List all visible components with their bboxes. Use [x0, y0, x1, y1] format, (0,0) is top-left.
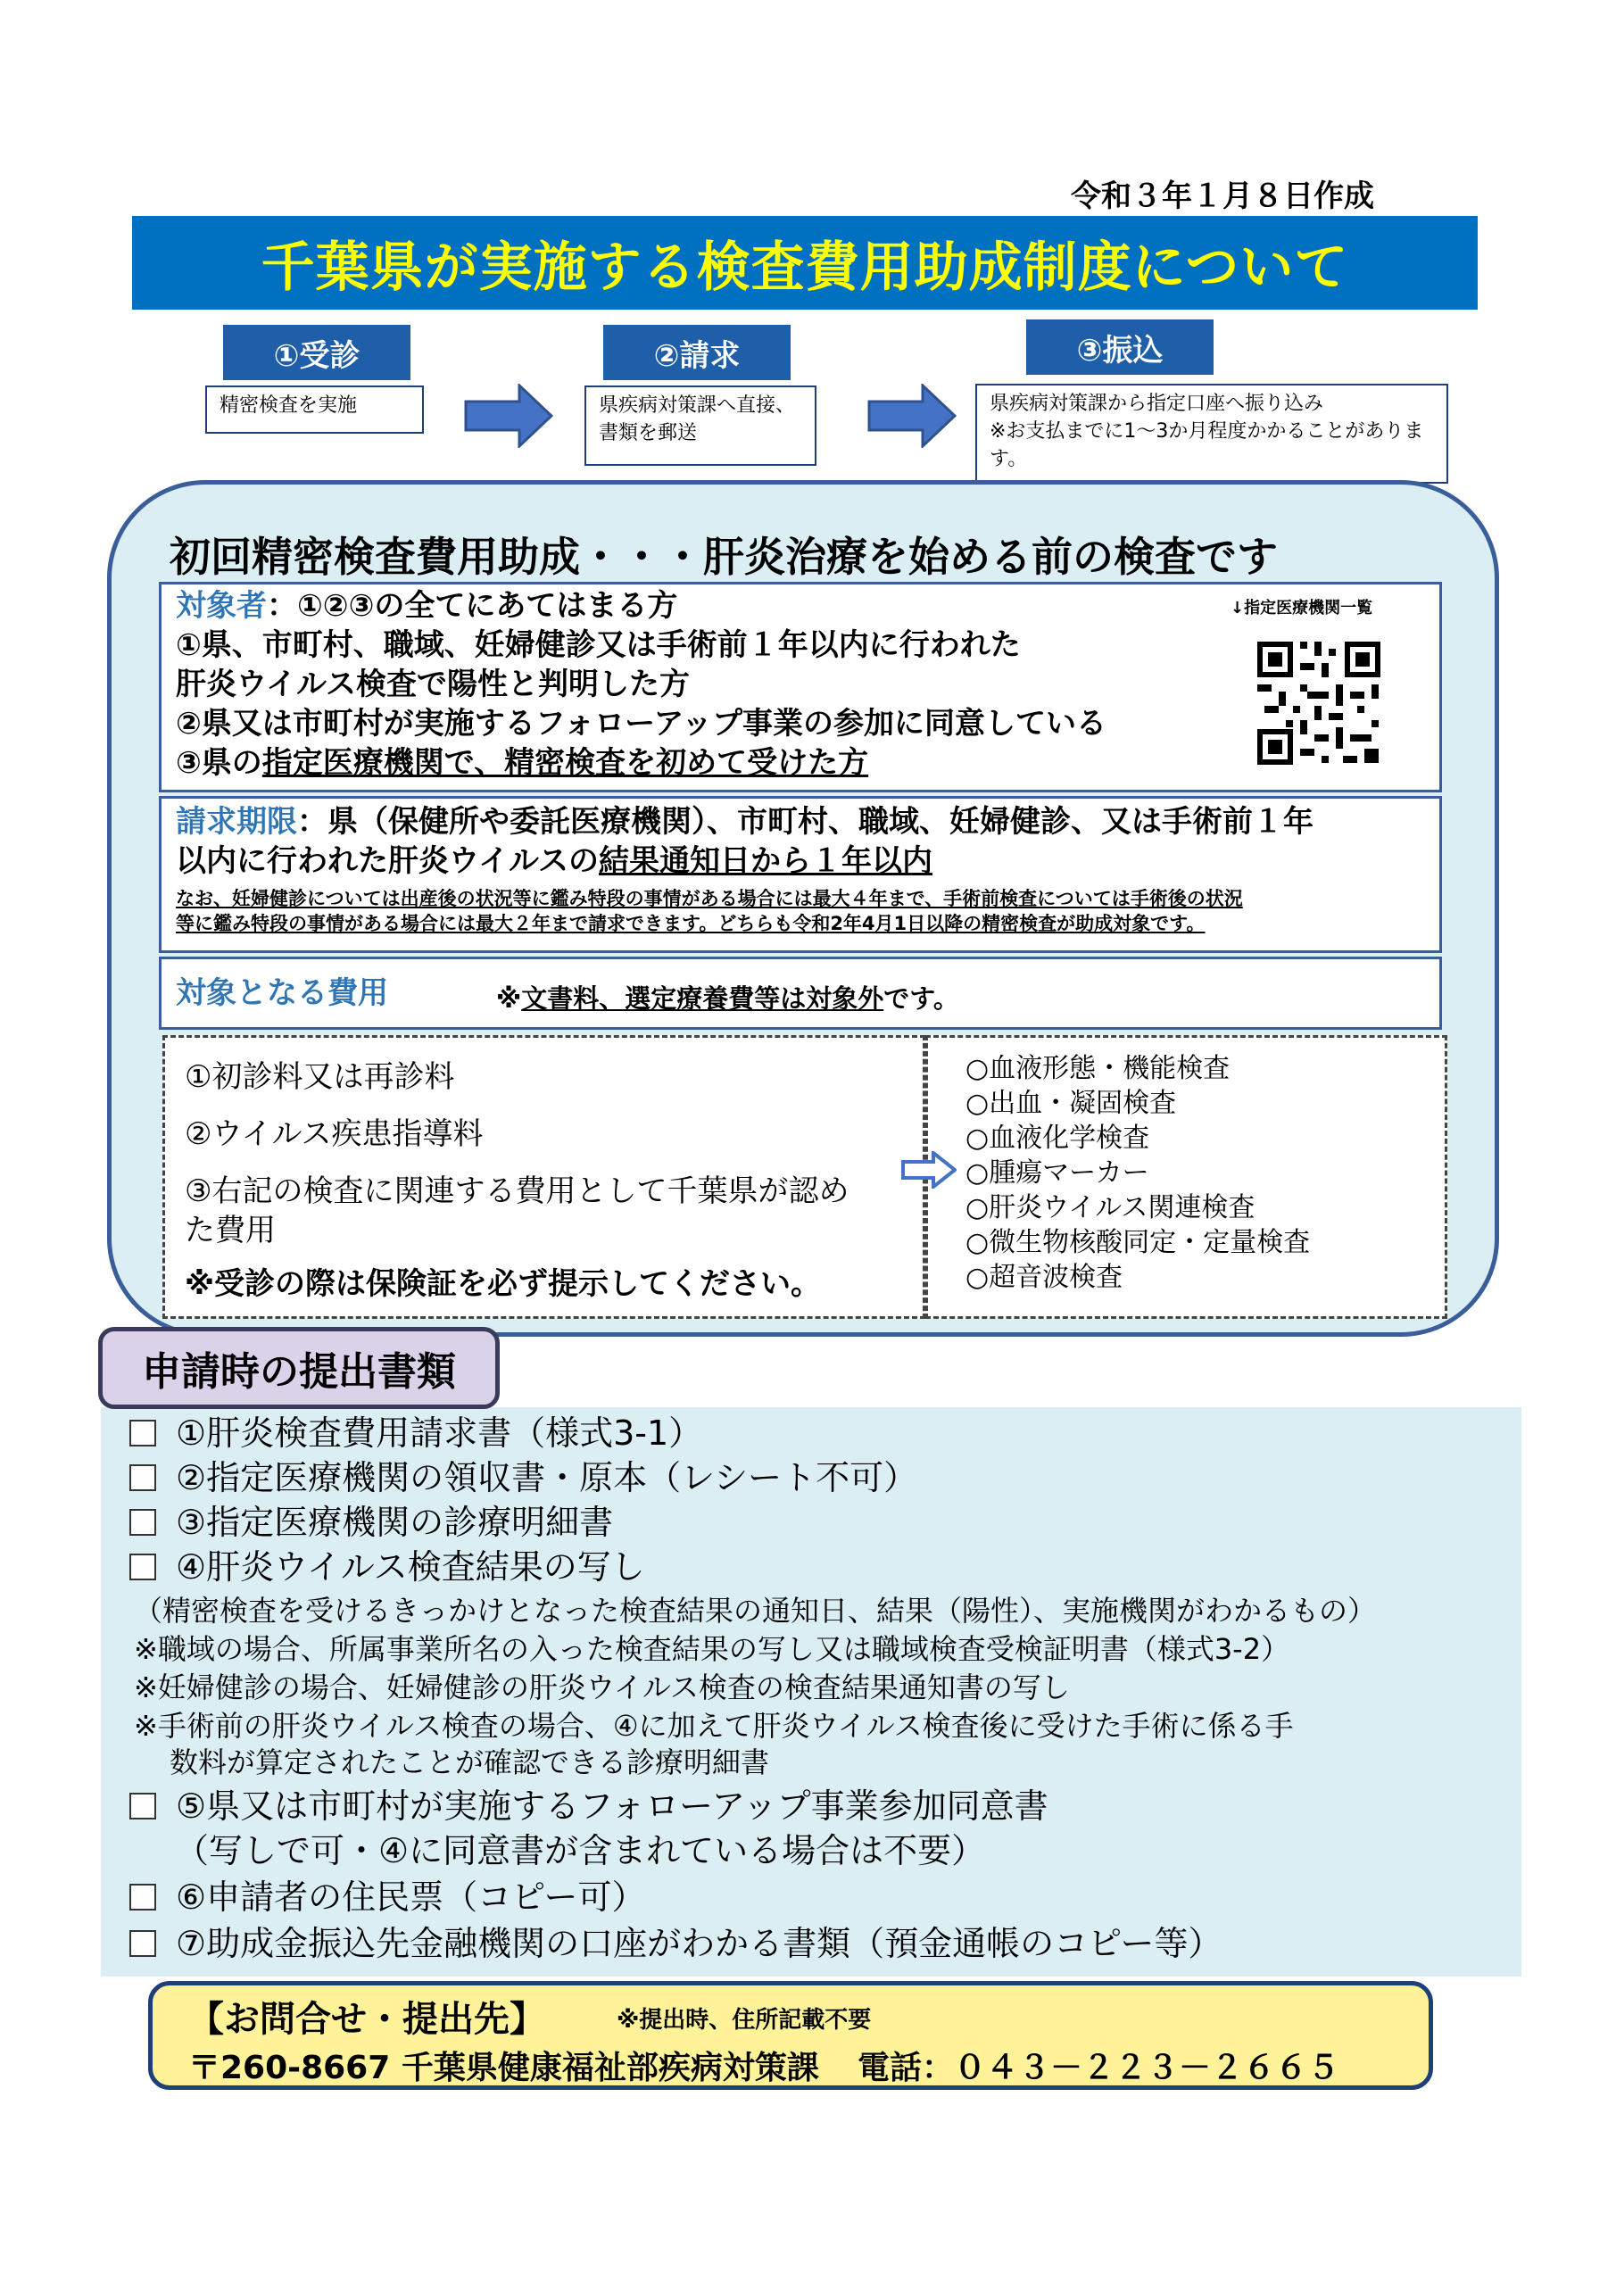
target-label: 対象者	[176, 588, 267, 624]
arrow-right-icon	[464, 384, 553, 448]
document-label: ③指定医療機関の診療明細書	[176, 1503, 614, 1542]
cost-item-1: ①初診料又は再診料	[185, 1059, 455, 1095]
qr-caption: ↓指定医療機関一覧	[1231, 599, 1373, 618]
exam-list-box	[925, 1035, 1447, 1319]
step-1-label: ①受診	[223, 325, 410, 380]
contact-note: ※提出時、住所記載不要	[617, 2007, 872, 2034]
target-line-4-underlined: 指定医療機関で、精密検査を初めて受けた方	[261, 745, 869, 781]
step-3-text: 県疾病対策課から指定口座へ振り込み	[990, 393, 1324, 415]
checkbox-icon[interactable]	[129, 1464, 156, 1491]
exam-item: ○超音波検査	[965, 1262, 1123, 1293]
target-line-3: ②県又は市町村が実施するフォローアップ事業の参加に同意している	[176, 706, 1107, 742]
cost-item-2: ②ウイルス疾患指導料	[185, 1116, 484, 1152]
covered-costs-label: 対象となる費用	[176, 975, 388, 1011]
document-item-4	[129, 1546, 645, 1589]
document-item-2	[129, 1456, 917, 1500]
cost-item-3-cont: た費用	[185, 1213, 276, 1248]
exam-item: ○出血・凝固検査	[965, 1088, 1177, 1119]
step-2-label: ②請求	[603, 325, 791, 380]
exam-item: ○血液化学検査	[965, 1123, 1150, 1154]
arrow-right-icon	[867, 384, 957, 448]
document-sub-note: （精密検査を受けるきっかけとなった検査結果の通知日、結果（陽性）、実施機関がわかるもの）	[134, 1594, 1377, 1628]
period-text-2-prefix: 以内に行われた肝炎ウイルスの	[176, 843, 599, 879]
insurance-card-warning: ※受診の際は保険証を必ず提示してください。	[185, 1266, 822, 1302]
period-note-2: 等に鑑み特段の事情がある場合には最大２年まで請求できます。どちらも令和2年4月1日以降の精密検査が助成対象です。	[176, 913, 1206, 934]
step-3-label: ③振込	[1026, 319, 1214, 375]
page-title: 千葉県が実施する検査費用助成制度について	[132, 216, 1478, 310]
checkbox-icon[interactable]	[129, 1554, 156, 1580]
period-label: 請求期限	[176, 804, 297, 840]
target-line-2: 肝炎ウイルス検査で陽性と判明した方	[176, 667, 690, 702]
covered-costs-note-suffix: です。	[883, 983, 959, 1014]
qr-code[interactable]	[1252, 636, 1386, 770]
exam-item: ○肝炎ウイルス関連検査	[965, 1192, 1256, 1223]
target-line-intro	[176, 586, 677, 626]
document-label: ②指定医療機関の領収書・原本（レシート不可）	[176, 1458, 918, 1497]
contact-phone[interactable]: 電話：０４３－２２３－２６６５	[858, 2050, 1340, 2086]
contact-address: 〒260-8667 千葉県健康福祉部疾病対策課	[188, 2050, 819, 2086]
document-label: ⑦助成金振込先金融機関の口座がわかる書類（預金通帳のコピー等）	[176, 1924, 1222, 1963]
checkbox-icon[interactable]	[129, 1930, 156, 1957]
checkbox-icon[interactable]	[129, 1884, 156, 1911]
document-sub-note: 数料が算定されたことが確認できる診療明細書	[170, 1745, 770, 1779]
step-3-description	[975, 384, 1448, 484]
exam-item: ○微生物核酸同定・定量検査	[965, 1227, 1311, 1258]
step-2-description: 県疾病対策課へ直接、書類を郵送	[584, 385, 816, 466]
covered-costs-note-prefix: ※	[496, 983, 522, 1014]
arrow-right-icon	[901, 1151, 957, 1189]
exam-item: ○腫瘍マーカー	[965, 1157, 1149, 1189]
target-line-4	[176, 743, 868, 783]
document-sub-note: ※職域の場合、所属事業所名の入った検査結果の写し又は職域検査受検証明書（様式3-2）	[134, 1632, 1290, 1666]
cost-item-3: ③右記の検査に関連する費用として千葉県が認め	[185, 1173, 849, 1209]
period-text-1: ：県（保健所や委託医療機関）、市町村、職域、妊婦健診、又は手術前１年	[297, 804, 1314, 840]
contact-heading: 【お問合せ・提出先】	[188, 1999, 545, 2040]
checkbox-icon[interactable]	[129, 1509, 156, 1536]
document-item-1	[129, 1412, 702, 1455]
period-note-1: なお、妊婦健診については出産後の状況等に鑑み特段の事情がある場合には最大４年まで、手術前検査については手術後の状況	[176, 888, 1243, 909]
target-line-1: ①県、市町村、職域、妊婦健診又は手術前１年以内に行われた	[176, 627, 1021, 663]
target-intro: ：①②③の全てにあてはまる方	[267, 588, 678, 624]
period-text-2-underlined: 結果通知日から１年以内	[598, 843, 932, 879]
period-line-1	[176, 802, 1314, 841]
contact-box	[148, 1981, 1433, 2090]
document-label: ④肝炎ウイルス検査結果の写し	[176, 1547, 645, 1587]
document-label: ①肝炎検査費用請求書（様式3-1）	[176, 1413, 703, 1453]
step-1-description: 精密検査を実施	[205, 385, 424, 434]
exam-item: ○血液形態・機能検査	[965, 1053, 1231, 1084]
cost-items-box	[162, 1035, 925, 1319]
documents-heading: 申請時の提出書類	[98, 1327, 500, 1409]
covered-costs-box	[159, 957, 1442, 1030]
document-sub-note: ※手術前の肝炎ウイルス検査の場合、④に加えて肝炎ウイルス検査後に受けた手術に係る手	[134, 1709, 1294, 1743]
panel-title: 初回精密検査費用助成・・・肝炎治療を始める前の検査です	[170, 533, 1278, 581]
document-item-3	[129, 1501, 613, 1545]
covered-costs-note	[496, 979, 959, 1015]
document-sub-note: ※妊婦健診の場合、妊婦健診の肝炎ウイルス検査の検査結果通知書の写し	[134, 1670, 1070, 1704]
step-3-note: ※お支払までに1～3か月程度かかることがあります。	[990, 419, 1424, 470]
document-item-5-note: （写しで可・④に同意書が含まれている場合は不要）	[175, 1831, 986, 1870]
document-item-5	[129, 1785, 1048, 1828]
document-item-6	[129, 1876, 646, 1919]
period-line-2	[176, 841, 932, 881]
checkbox-icon[interactable]	[129, 1793, 156, 1819]
document-label: ⑥申請者の住民票（コピー可）	[176, 1877, 646, 1917]
creation-date: 令和３年１月８日作成	[1071, 178, 1374, 214]
target-line-4-prefix: ③県の	[176, 745, 262, 781]
checkbox-icon[interactable]	[129, 1420, 156, 1446]
covered-costs-note-underlined: 文書料、選定療養費等は対象外	[521, 983, 884, 1014]
document-item-7	[129, 1922, 1222, 1966]
target-box	[159, 582, 1442, 792]
document-label: ⑤県又は市町村が実施するフォローアップ事業参加同意書	[176, 1786, 1048, 1826]
claim-period-box	[159, 796, 1442, 953]
